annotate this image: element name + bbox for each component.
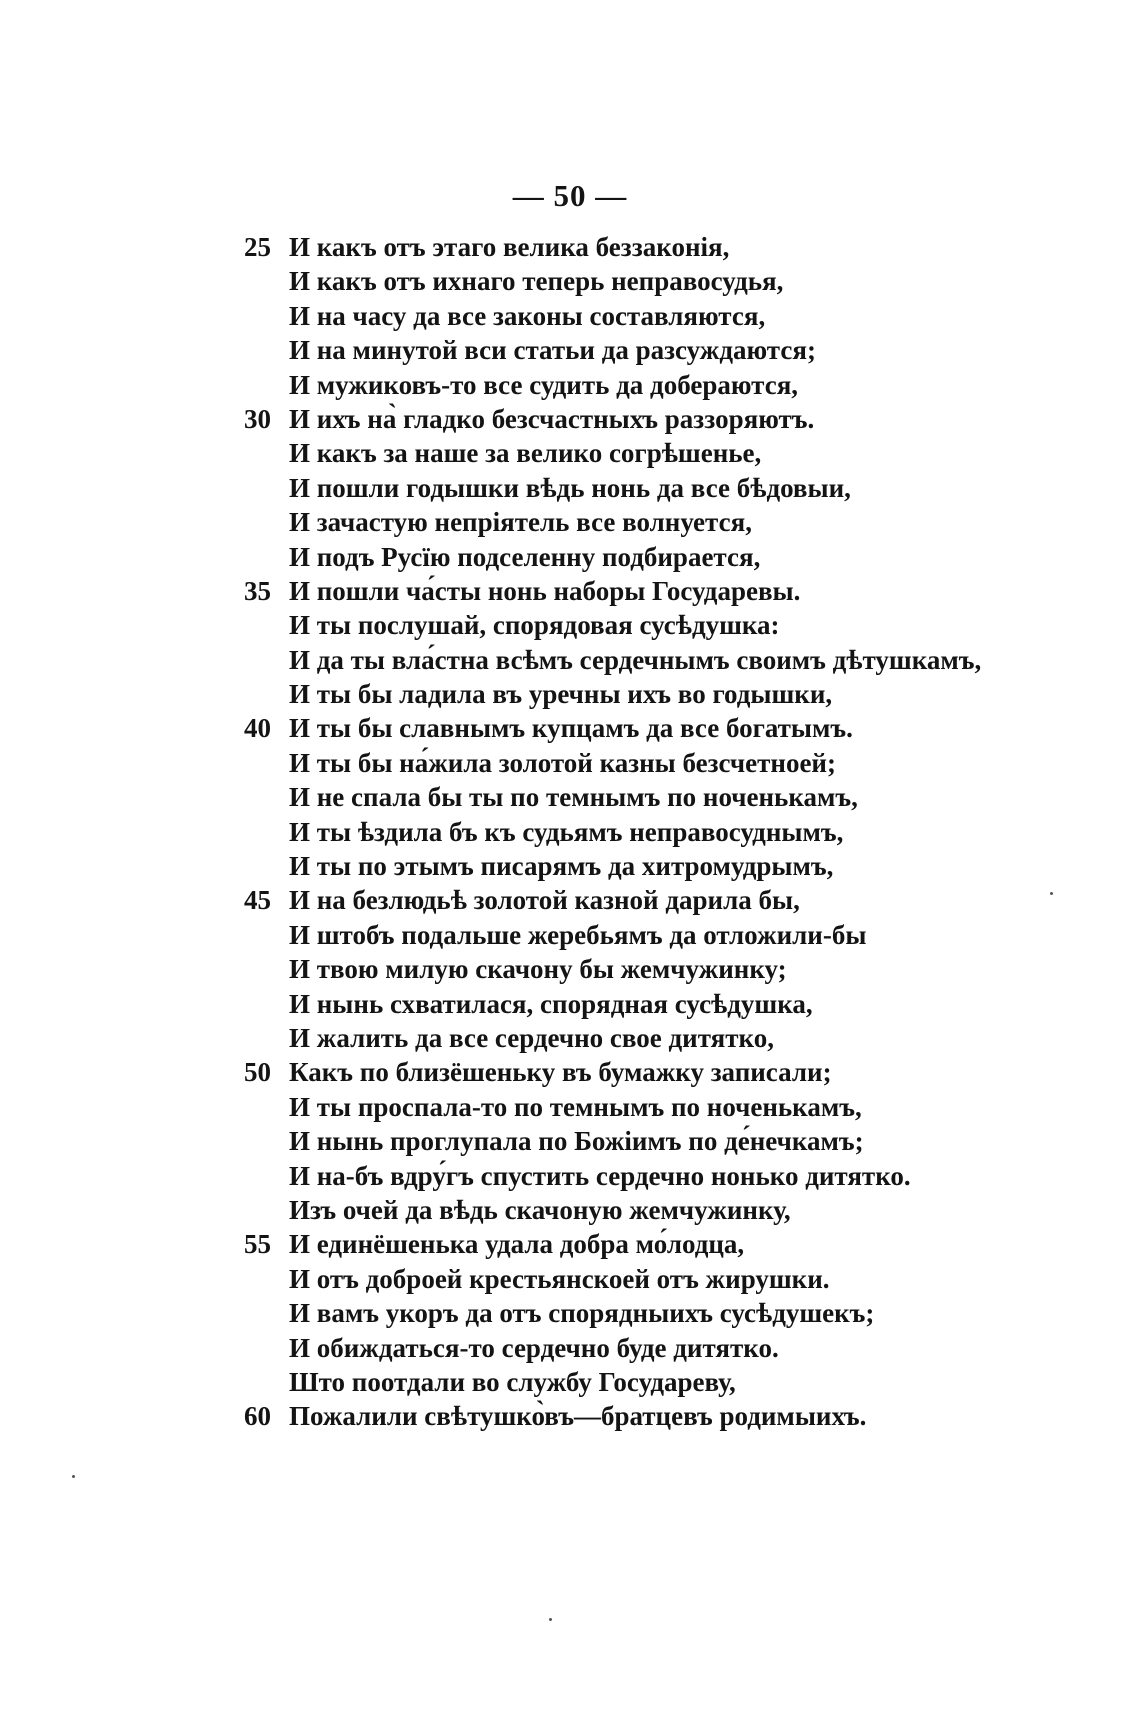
line-text: И на минутой вси статьи да разсуждаются; — [289, 335, 816, 366]
poem-text — [0, 230, 1140, 1434]
poem-line — [0, 264, 1140, 298]
poem-line — [0, 918, 1140, 952]
print-speck — [549, 1618, 552, 1621]
poem-line — [0, 333, 1140, 367]
page-number: — 50 — — [512, 178, 628, 213]
line-text: И да ты вла́стна всѣмъ сердечнымъ своимъ дѣтушкамъ, — [289, 644, 982, 675]
poem-line — [0, 1159, 1140, 1193]
line-text: И какъ отъ ихнаго теперь неправосудья, — [289, 266, 784, 297]
line-number: 60 — [244, 1401, 271, 1432]
line-text: И ты бы ладила въ уречны ихъ во годышки, — [289, 679, 833, 710]
poem-line — [0, 505, 1140, 539]
line-number: 35 — [244, 575, 271, 606]
line-text: И пошли ча́сты нонь наборы Государевы. — [289, 575, 801, 606]
line-text: И на безлюдьѣ золотой казной дарила бы, — [289, 885, 800, 916]
poem-line — [0, 711, 1140, 745]
line-number: 25 — [244, 232, 271, 262]
poem-line — [0, 746, 1140, 780]
line-number: 45 — [244, 885, 271, 916]
line-text: И нынь схватилася, спорядная сусѣдушка, — [289, 988, 813, 1019]
poem-line — [0, 643, 1140, 677]
poem-line — [0, 815, 1140, 849]
poem-line — [0, 849, 1140, 883]
line-text: И штобъ подальше жеребьямъ да отложили-бы — [289, 919, 867, 950]
poem-line — [0, 1124, 1140, 1158]
print-speck — [72, 1475, 75, 1478]
line-text: Какъ по близёшеньку въ бумажку записали; — [289, 1057, 832, 1088]
line-number: 40 — [244, 713, 271, 744]
poem-line — [0, 1227, 1140, 1261]
poem-line — [0, 1193, 1140, 1227]
line-text: И отъ доброей крестьянскоей отъ жирушки. — [289, 1263, 830, 1294]
line-text: И какъ за наше за велико согрѣшенье, — [289, 438, 762, 469]
poem-line — [0, 952, 1140, 986]
poem-line — [0, 402, 1140, 436]
line-text: И ты послушай, спорядовая сусѣдушка: — [289, 610, 780, 641]
line-text: И на часу да все законы составляются, — [289, 300, 766, 331]
line-text: И какъ отъ этаго велика беззаконія, — [289, 232, 730, 262]
poem-line — [0, 780, 1140, 814]
poem-line — [0, 1262, 1140, 1296]
line-text: Што поотдали во службу Государеву, — [289, 1366, 736, 1397]
poem-line — [0, 1296, 1140, 1330]
poem-line — [0, 987, 1140, 1021]
poem-line — [0, 883, 1140, 917]
line-text: И обиждаться-то сердечно буде дитятко. — [289, 1332, 779, 1363]
poem-line — [0, 1365, 1140, 1399]
line-text: И жалить да все сердечно свое дитятко, — [289, 1022, 774, 1053]
line-text: И ихъ на̀ гладко безсчастныхъ раззоряютъ. — [289, 403, 815, 434]
line-text: И подъ Русїю подселенну подбирается, — [289, 541, 761, 572]
print-speck — [1050, 892, 1053, 895]
poem-line — [0, 1055, 1140, 1089]
line-number: 50 — [244, 1057, 271, 1088]
poem-line — [0, 574, 1140, 608]
poem-line — [0, 1399, 1140, 1433]
line-text: И вамъ укоръ да отъ спорядныихъ сусѣдушекъ; — [289, 1298, 875, 1329]
poem-line — [0, 1331, 1140, 1365]
poem-line — [0, 436, 1140, 470]
line-text: И ты бы на́жила золотой казны безсчетноей; — [289, 747, 836, 778]
line-text: И ты ѣздила бъ къ судьямъ неправосуднымъ, — [289, 816, 844, 847]
poem-line — [0, 677, 1140, 711]
line-text: И пошли годышки вѣдь нонь да все бѣдовыи, — [289, 472, 851, 503]
line-text: Изъ очей да вѣдь скачоную жемчужинку, — [289, 1194, 791, 1225]
line-text: И твою милую скачону бы жемчужинку; — [289, 954, 787, 985]
line-text: И ты бы славнымъ купцамъ да все богатымъ. — [289, 713, 853, 744]
line-text: И зачастую непріятель все волнуется, — [289, 507, 752, 538]
line-text: Пожалили свѣтушко̀въ—братцевъ родимыихъ. — [289, 1401, 867, 1432]
line-number: 30 — [244, 403, 271, 434]
line-text: И ты проспала-то по темнымъ по ноченькамъ, — [289, 1091, 862, 1122]
poem-line — [0, 608, 1140, 642]
poem-line — [0, 471, 1140, 505]
line-text: И не спала бы ты по темнымъ по ноченькамъ, — [289, 782, 858, 813]
line-number: 55 — [244, 1229, 271, 1260]
poem-line — [0, 230, 1140, 264]
line-text: И на-бъ вдру́гъ спустить сердечно нонько дитятко. — [289, 1160, 911, 1191]
line-text: И ты по этымъ писарямъ да хитромудрымъ, — [289, 851, 834, 882]
poem-line — [0, 1021, 1140, 1055]
poem-line — [0, 368, 1140, 402]
poem-line — [0, 299, 1140, 333]
line-text: И единёшенька удала добра мо́лодца, — [289, 1229, 745, 1260]
line-text: И нынь проглупала по Божіимъ по де́нечкамъ; — [289, 1126, 864, 1157]
poem-line — [0, 540, 1140, 574]
poem-line — [0, 1090, 1140, 1124]
line-text: И мужиковъ-то все судить да добераются, — [289, 369, 799, 400]
